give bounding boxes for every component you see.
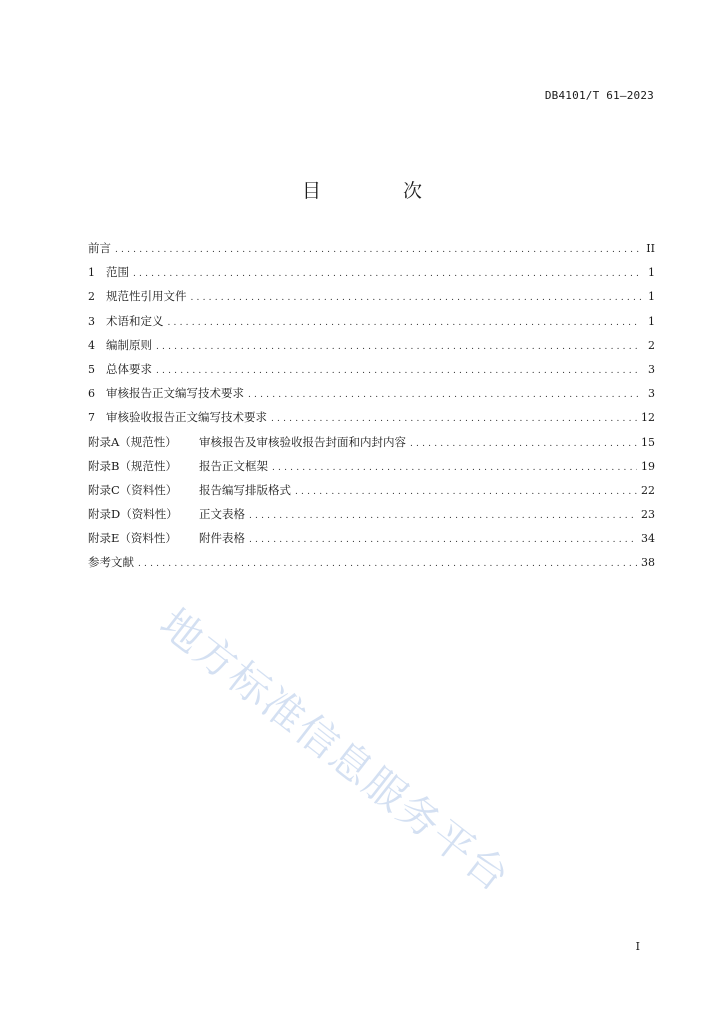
- toc-entry[interactable]: [88, 407, 655, 431]
- toc-entry-label: 报告正文框架: [199, 458, 268, 473]
- toc-entry-page: 38: [641, 556, 655, 570]
- page-number: I: [635, 940, 640, 953]
- toc-entry-number: 1: [88, 266, 95, 280]
- standard-code: DB4101/T 61—2023: [544, 89, 654, 102]
- toc-leader-dots: [133, 264, 641, 284]
- toc-annex-designation: 附录B（规范性）: [88, 458, 177, 473]
- toc-entry-number: 5: [88, 362, 95, 376]
- toc-entry-label: 审核报告正文编写技术要求: [106, 386, 244, 401]
- toc-entry-page: 15: [641, 435, 655, 449]
- toc-entry-page: 34: [641, 532, 655, 546]
- toc-entry-label: 范围: [106, 265, 129, 280]
- toc-entry-page: 2: [648, 338, 655, 352]
- toc-entry-annex[interactable]: [88, 432, 655, 456]
- toc-entry-page: 1: [648, 266, 655, 280]
- toc-entry-label: 审核验收报告正文编写技术要求: [106, 410, 267, 425]
- toc-leader-dots: [115, 240, 641, 260]
- toc-entry-annex[interactable]: [88, 456, 655, 480]
- toc-leader-dots: [168, 313, 642, 333]
- toc-leader-dots: [156, 337, 641, 357]
- toc-leader-dots: [138, 554, 637, 574]
- toc-entry-label: 正文表格: [199, 507, 245, 522]
- toc-entry[interactable]: [88, 359, 655, 383]
- toc-leader-dots: [249, 506, 637, 526]
- toc-entry[interactable]: [88, 552, 655, 576]
- toc-leader-dots: [248, 385, 641, 405]
- toc-entry-label: 参考文献: [88, 555, 134, 570]
- toc-entry-label: 编制原则: [106, 337, 152, 352]
- toc-entry[interactable]: [88, 238, 655, 262]
- toc-leader-dots: [410, 434, 637, 454]
- toc-entry-number: 4: [88, 338, 95, 352]
- toc-entry-label: 总体要求: [106, 361, 152, 376]
- toc-entry-number: 3: [88, 314, 95, 328]
- toc-entry-number: 2: [88, 290, 95, 304]
- toc-entry-label: 规范性引用文件: [106, 289, 187, 304]
- toc-title: 目 次: [301, 180, 461, 202]
- toc-entry-annex[interactable]: [88, 504, 655, 528]
- watermark-text: 地方标准信息服务平台: [150, 599, 520, 902]
- toc-leader-dots: [272, 458, 637, 478]
- toc-entry-page: 1: [648, 290, 655, 304]
- toc-entry-page: 19: [641, 459, 655, 473]
- toc-entry-label: 术语和定义: [106, 313, 164, 328]
- toc-entry[interactable]: [88, 286, 655, 310]
- toc-entry-number: 7: [88, 411, 95, 425]
- toc-entry-page: II: [646, 242, 655, 255]
- toc-entry[interactable]: [88, 262, 655, 286]
- toc-entry[interactable]: [88, 335, 655, 359]
- toc-entry-number: 6: [88, 387, 95, 401]
- toc-annex-designation: 附录E（资料性）: [88, 531, 177, 546]
- toc-entry-page: 3: [648, 362, 655, 376]
- toc-entry-page: 23: [641, 508, 655, 522]
- table-of-contents: [88, 238, 655, 577]
- toc-entry-annex[interactable]: [88, 528, 655, 552]
- toc-entry[interactable]: [88, 311, 655, 335]
- toc-leader-dots: [249, 530, 637, 550]
- toc-entry-page: 1: [648, 314, 655, 328]
- toc-annex-designation: 附录A（规范性）: [88, 434, 177, 449]
- toc-entry-page: 3: [648, 387, 655, 401]
- toc-entry-label: 报告编写排版格式: [199, 482, 291, 497]
- toc-annex-designation: 附录C（资料性）: [88, 482, 178, 497]
- toc-leader-dots: [295, 482, 637, 502]
- toc-leader-dots: [271, 409, 637, 429]
- toc-entry-page: 22: [641, 483, 655, 497]
- toc-entry-annex[interactable]: [88, 480, 655, 504]
- toc-leader-dots: [191, 288, 642, 308]
- toc-annex-designation: 附录D（资料性）: [88, 507, 178, 522]
- toc-entry-label: 前言: [88, 241, 111, 255]
- toc-leader-dots: [156, 361, 641, 381]
- toc-entry-page: 12: [641, 411, 655, 425]
- toc-entry-label: 附件表格: [199, 531, 245, 546]
- toc-entry-label: 审核报告及审核验收报告封面和内封内容: [199, 434, 406, 449]
- toc-entry[interactable]: [88, 383, 655, 407]
